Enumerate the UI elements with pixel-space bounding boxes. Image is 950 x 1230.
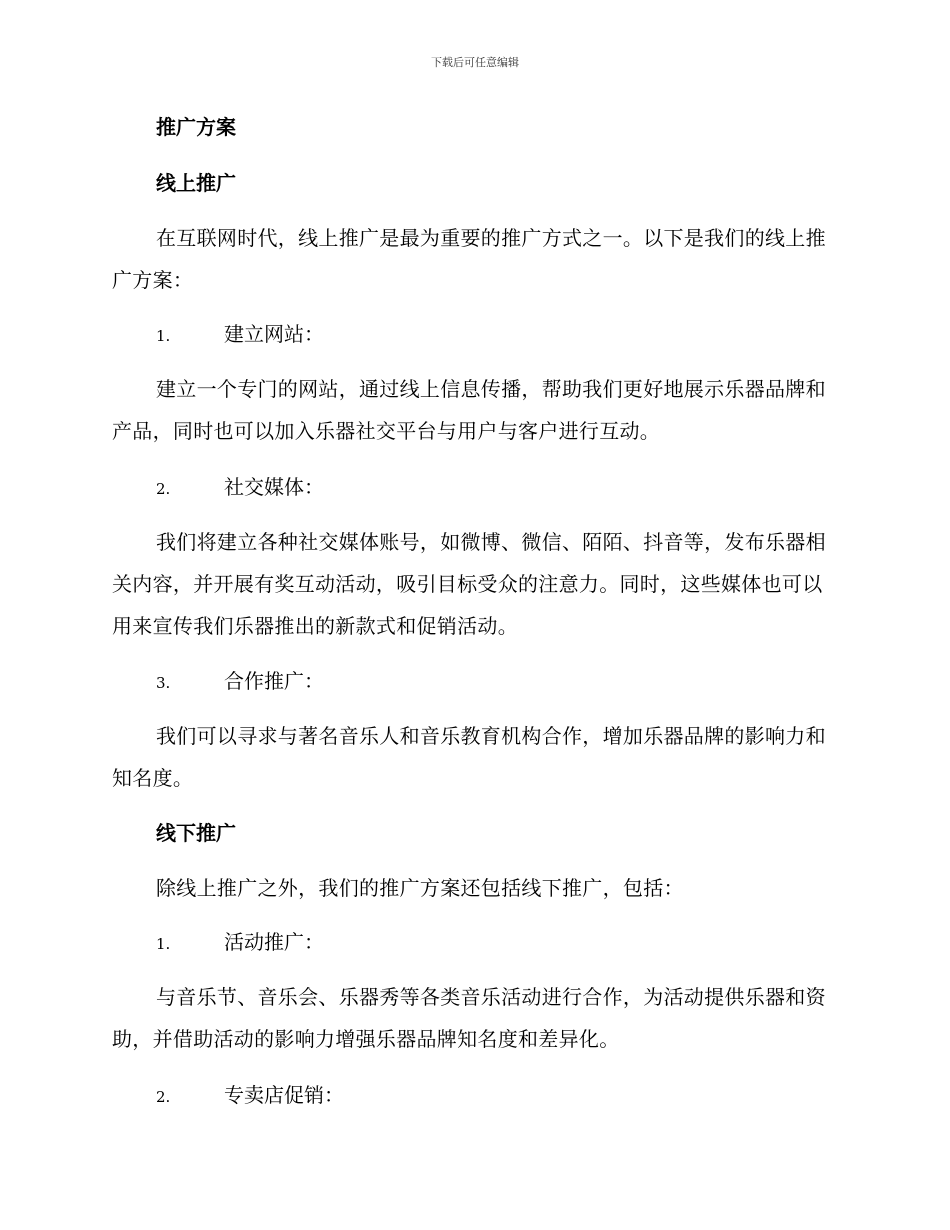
offline-intro: 除线上推广之外，我们的推广方案还包括线下推广，包括： <box>156 876 684 900</box>
offline-item-2 <box>156 1083 876 1109</box>
doc-title: 推广方案 <box>156 115 236 139</box>
list-number: 3. <box>156 674 171 692</box>
list-label: 建立网站： <box>224 322 324 346</box>
list-label: 专卖店促销： <box>224 1083 344 1107</box>
online-intro: 在互联网时代，线上推广是最为重要的推广方式之一。以下是我们的线上推广方案： <box>112 226 826 292</box>
list-number: 2. <box>156 1088 171 1106</box>
list-label: 社交媒体： <box>224 475 324 499</box>
list-number: 1. <box>156 935 171 953</box>
online-heading: 线上推广 <box>156 171 236 195</box>
online-item-2-desc: 我们将建立各种社交媒体账号，如微博、微信、陌陌、抖音等，发布乐器相关内容，并开展有奖互动活动，吸引目标受众的注意力。同时，这些媒体也可以用来宣传我们乐器推出的新款式和促销活动。 <box>112 530 826 638</box>
offline-item-1-desc: 与音乐节、音乐会、乐器秀等各类音乐活动进行合作，为活动提供乐器和资助，并借助活动的影响力增强乐器品牌知名度和差异化。 <box>112 985 826 1051</box>
online-item-1 <box>156 322 876 348</box>
list-label: 合作推广： <box>224 669 324 693</box>
online-item-2 <box>156 475 876 501</box>
offline-item-1 <box>156 930 876 956</box>
online-item-1-desc: 建立一个专门的网站，通过线上信息传播，帮助我们更好地展示乐器品牌和产品，同时也可以加入乐器社交平台与用户与客户进行互动。 <box>112 377 826 443</box>
page-header: 下载后可任意编辑 <box>431 56 519 69</box>
list-number: 2. <box>156 480 171 498</box>
list-number: 1. <box>156 327 171 345</box>
online-item-3-desc: 我们可以寻求与著名音乐人和音乐教育机构合作，增加乐器品牌的影响力和知名度。 <box>112 724 826 790</box>
list-label: 活动推广： <box>224 930 324 954</box>
online-item-3 <box>156 669 876 695</box>
offline-heading: 线下推广 <box>156 821 236 845</box>
